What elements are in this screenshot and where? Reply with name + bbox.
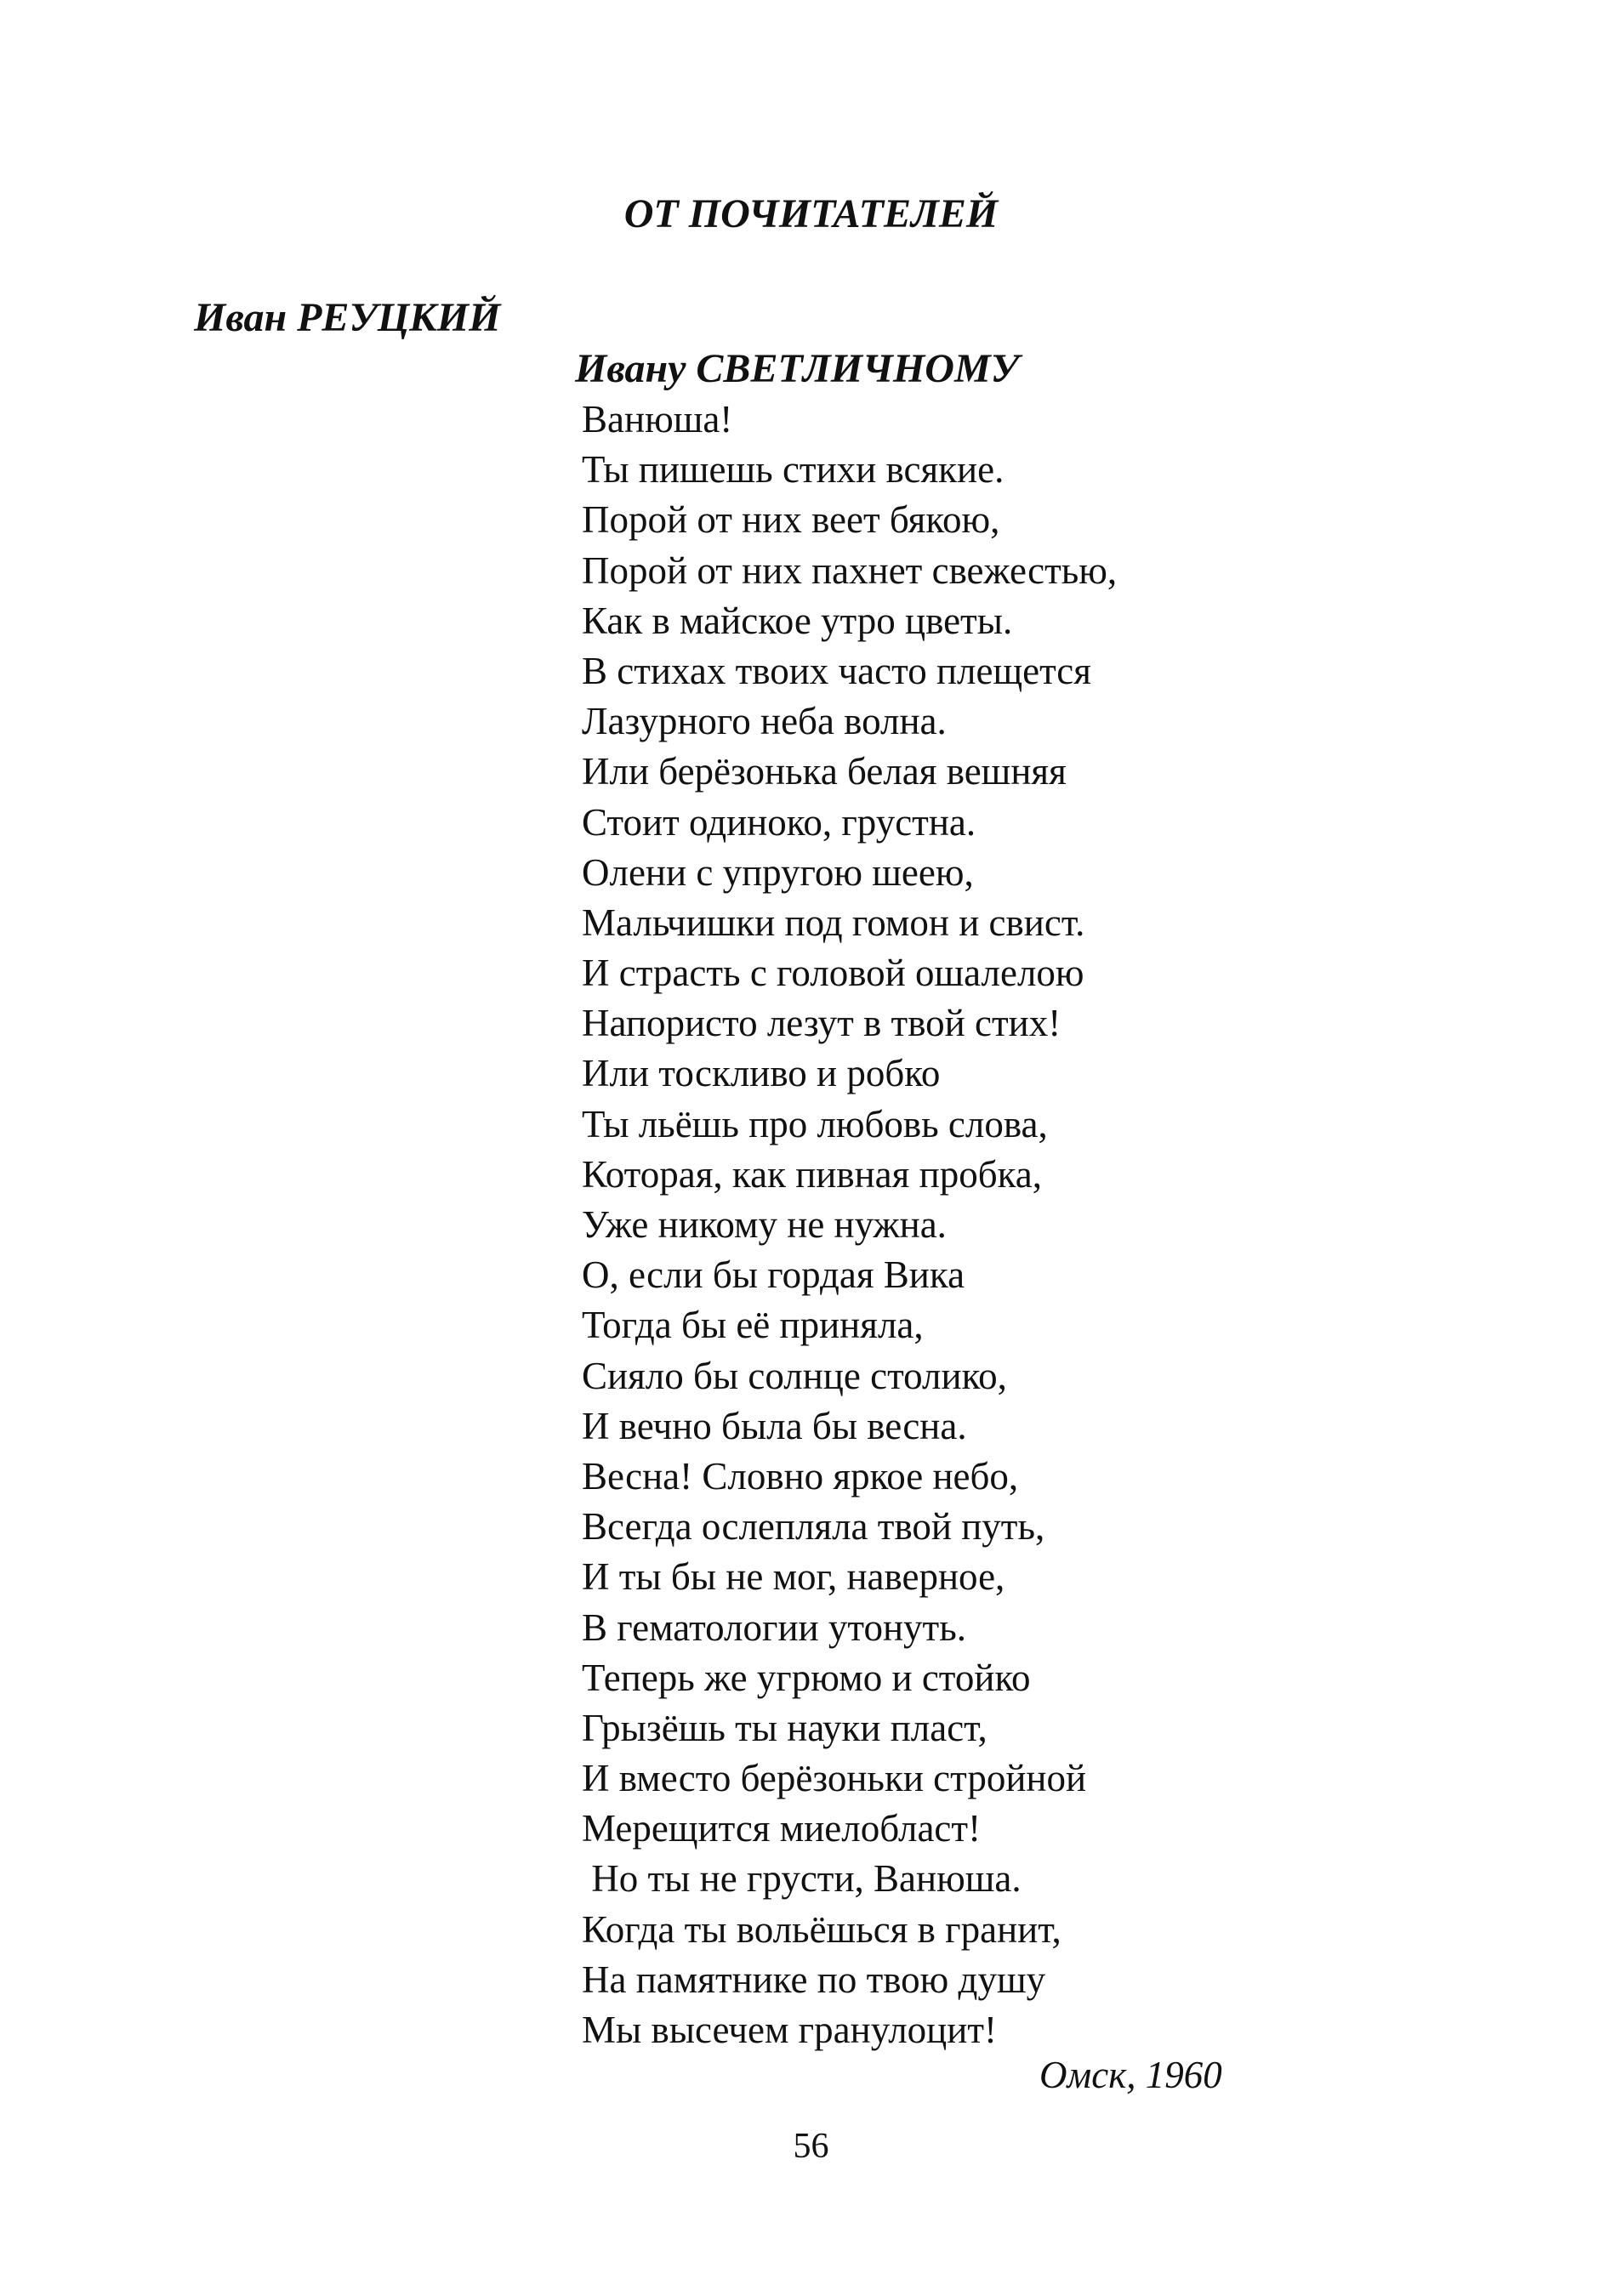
- poem-line: Мальчишки под гомон и свист.: [582, 901, 1085, 944]
- poem-line: Сияло бы солнце столико,: [582, 1354, 1007, 1397]
- poem-line: Мы высечем гранулоцит!: [582, 2009, 997, 2051]
- poem-title: Ивану СВЕТЛИЧНОМУ: [575, 346, 1020, 391]
- poem-line: Уже никому не нужна.: [582, 1203, 947, 1246]
- poem-signature: Омск, 1960: [1039, 2054, 1222, 2096]
- poem-line: Которая, как пивная пробка,: [582, 1152, 1042, 1196]
- poem-line: Стоит одиноко, грустна.: [582, 800, 976, 844]
- poem-line: Порой от них пахнет свежестью,: [582, 548, 1118, 592]
- poem-line: Грызёшь ты науки пласт,: [582, 1706, 987, 1749]
- poem-line: И вечно была бы весна.: [582, 1404, 967, 1447]
- poem-line: Олени с упругою шеею,: [582, 850, 974, 894]
- poem-line: Как в майское утро цветы.: [582, 599, 1013, 642]
- poem-line: Теперь же угрюмо и стойко: [582, 1656, 1031, 1699]
- poem-line: В гематологии утонуть.: [582, 1605, 966, 1649]
- poem-line: И ты бы не мог, наверное,: [582, 1555, 1005, 1599]
- author-name: Иван РЕУЦКИЙ: [194, 295, 501, 340]
- poem-line: Порой от них веет бякою,: [582, 498, 1000, 542]
- poem-line: Напористо лезут в твой стих!: [582, 1002, 1061, 1045]
- poem-line: В стихах твоих часто плещется: [582, 649, 1091, 692]
- poem-line: Лазурного неба волна.: [582, 700, 947, 743]
- poem-line: Ты льёшь про любовь слова,: [582, 1102, 1048, 1145]
- poem-line: И страсть с головой ошалелою: [582, 952, 1084, 995]
- poem-line: Или берёзонька белая вешняя: [582, 750, 1067, 793]
- poem-line: И вместо берёзоньки стройной: [582, 1757, 1087, 1800]
- poem-line: Когда ты вольёшься в гранит,: [582, 1907, 1061, 1951]
- section-title: ОТ ПОЧИТАТЕЛЕЙ: [623, 191, 999, 236]
- page-number: 56: [793, 2127, 829, 2166]
- poem-line: Ты пишешь стихи всякие.: [582, 448, 1005, 492]
- poem-line: О, если бы гордая Вика: [582, 1253, 965, 1297]
- poem-line: Мерещится миелобласт!: [582, 1807, 982, 1850]
- poem-line: Весна! Словно яркое небо,: [582, 1454, 1019, 1498]
- poem-line: Всегда ослепляла твой путь,: [582, 1505, 1045, 1549]
- poem-line: Ванюша!: [582, 398, 733, 440]
- poem-line: Но ты не грусти, Ванюша.: [582, 1857, 1022, 1901]
- poem-line: Тогда бы её приняла,: [582, 1304, 924, 1347]
- poem-line: На памятнике по твою душу: [582, 1958, 1046, 2001]
- poem-body: [582, 395, 1117, 2055]
- poem-line: Или тоскливо и робко: [582, 1052, 941, 1095]
